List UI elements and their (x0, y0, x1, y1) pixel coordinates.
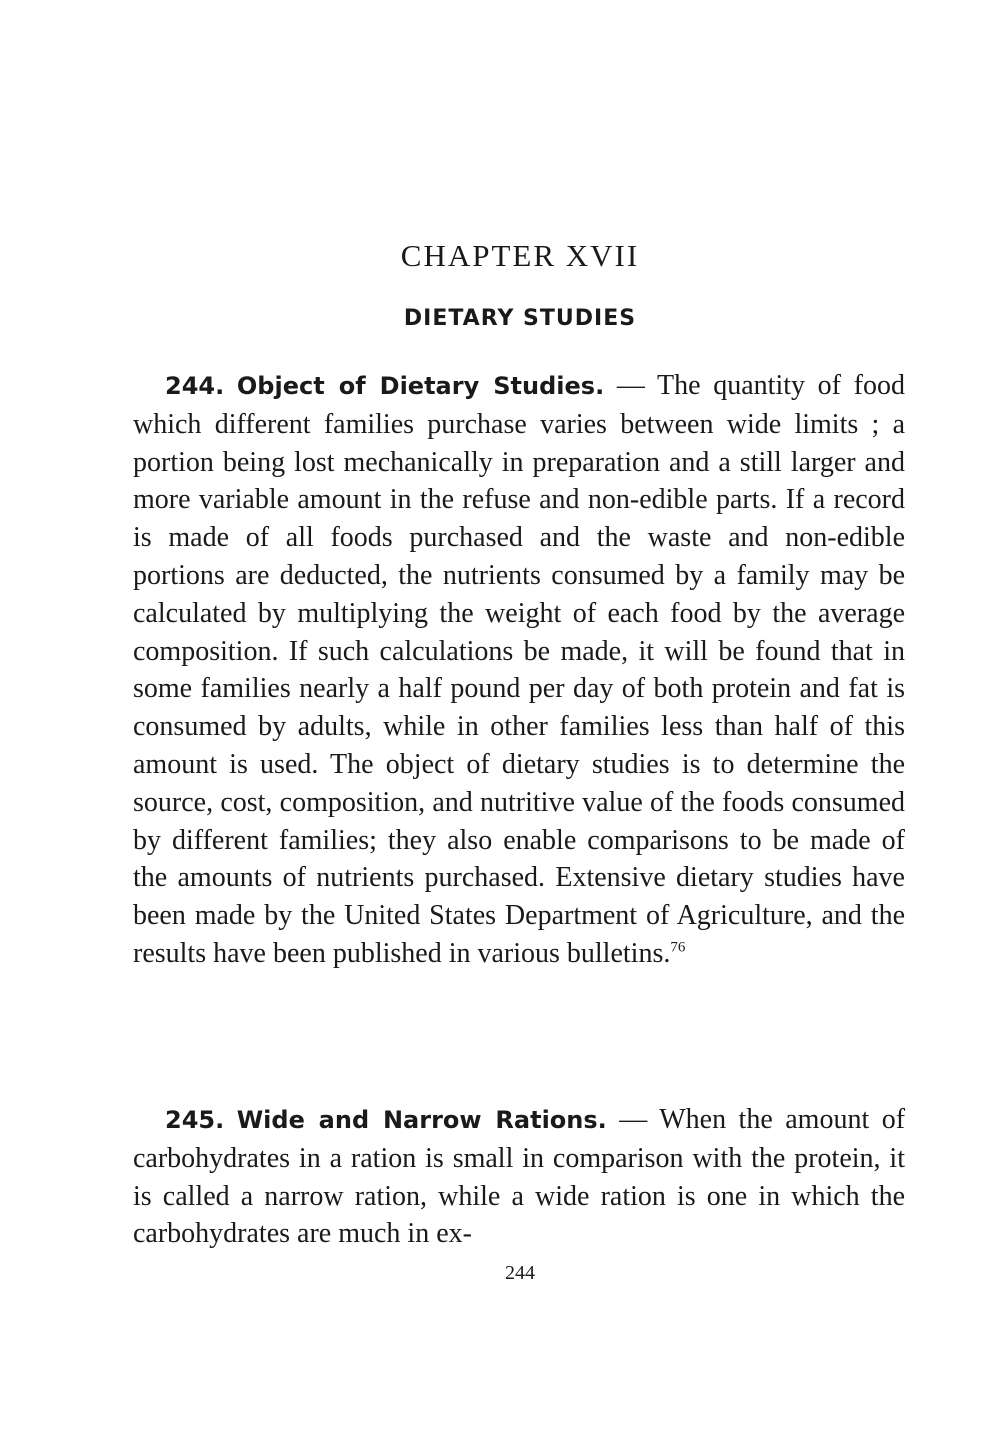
section-heading: Wide and Narrow Rations. (236, 1106, 607, 1134)
page-number: 244 (505, 1262, 535, 1284)
section-number: 245. (165, 1106, 225, 1134)
heading-dash: — (604, 370, 658, 401)
footnote-reference: 76 (670, 939, 686, 956)
section-heading: Object of Dietary Studies. (236, 372, 605, 400)
heading-dash: — (606, 1104, 660, 1135)
section-number: 244. (165, 372, 225, 400)
chapter-title: CHAPTER XVII (400, 238, 640, 273)
section-body: The quantity of food which different families purchase varies between wide limits ; a portion being lost mechanically in preparation and a still larger and more variable amount in the refuse and non-edible parts. If a record is made of all foods purchased and the waste and non-edible portions are deducted, the nutrients consumed by a family may be calculated by multiplying the weight of each food by the average composition. If such calculations be made, it will be found that in some families nearly a half pound per day of both protein and fat is consumed by adults, while in other families less than half of this amount is used. The object of dietary studies is to determine the source, cost, composition, and nutritive value of the foods consumed by different families; they also enable comparisons to be made of the amounts of nutrients purchased. Extensive dietary studies have been made by the United States Department of Agriculture, and the results have been published in various bulletins. (133, 370, 905, 969)
section-paragraph-245 (133, 1101, 905, 1253)
chapter-subtitle: DIETARY STUDIES (403, 306, 637, 331)
section-paragraph-244 (133, 367, 905, 973)
section-body: When the amount of carbohydrates in a ration is small in comparison with the protein, it is called a narrow ration, while a wide ration is one in which the carbohydrates are much in ex- (133, 1104, 906, 1250)
